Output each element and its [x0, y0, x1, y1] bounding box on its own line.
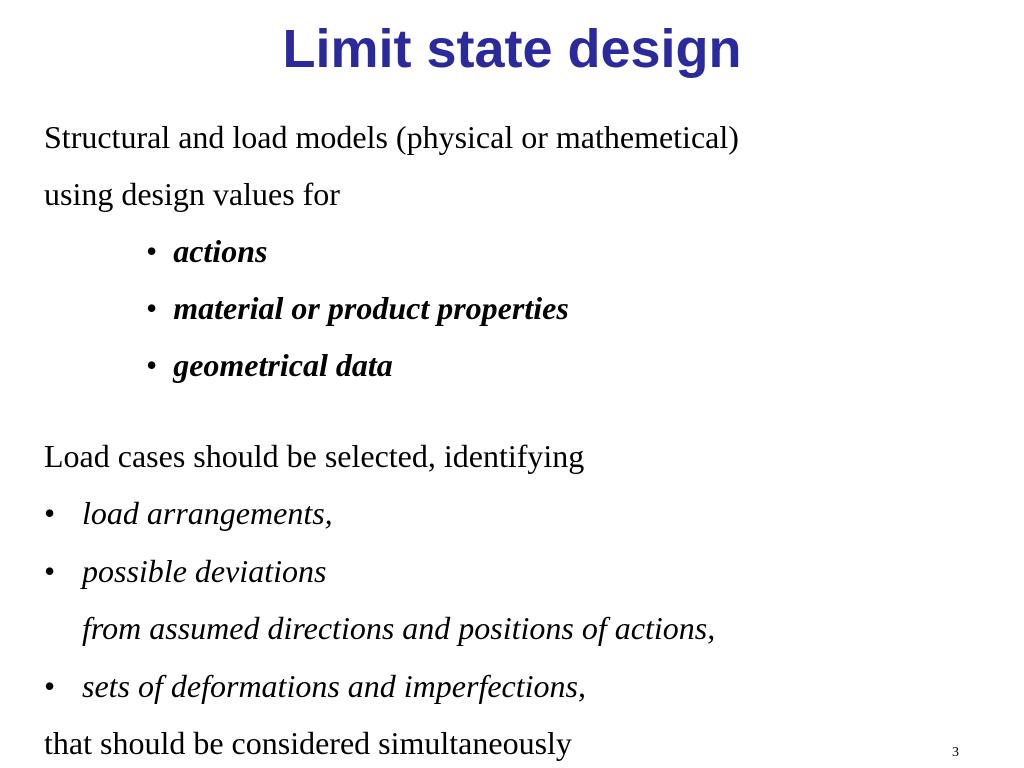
closing-line: that should be considered simultaneously	[44, 725, 572, 761]
design-value-label: actions	[173, 233, 268, 269]
bullet-icon: •	[146, 233, 166, 269]
design-value-item-material	[146, 288, 569, 328]
bullet-icon: •	[146, 347, 166, 383]
load-case-item-deformations: sets of deformations and imperfections,	[82, 668, 586, 704]
intro-line-2: using design values for	[44, 176, 340, 212]
bullet-icon: •	[44, 553, 56, 589]
page-number: 3	[952, 745, 959, 760]
load-cases-heading: Load cases should be selected, identifying	[44, 438, 585, 474]
load-case-item-deviations: possible deviations	[82, 553, 327, 589]
bullet-icon: •	[44, 668, 56, 704]
load-case-item-deviations-continued: from assumed directions and positions of actions,	[82, 610, 716, 646]
intro-line-1: Structural and load models (physical or mathemetical)	[44, 119, 739, 155]
bullet-icon: •	[146, 290, 166, 326]
design-value-label: geometrical data	[173, 347, 393, 383]
design-value-item-geometrical	[146, 345, 393, 385]
load-case-item-arrangements: load arrangements,	[82, 495, 333, 531]
design-value-label: material or product properties	[173, 290, 569, 326]
slide-title: Limit state design	[282, 19, 742, 79]
bullet-icon: •	[44, 495, 56, 531]
design-value-item-actions	[146, 231, 267, 271]
